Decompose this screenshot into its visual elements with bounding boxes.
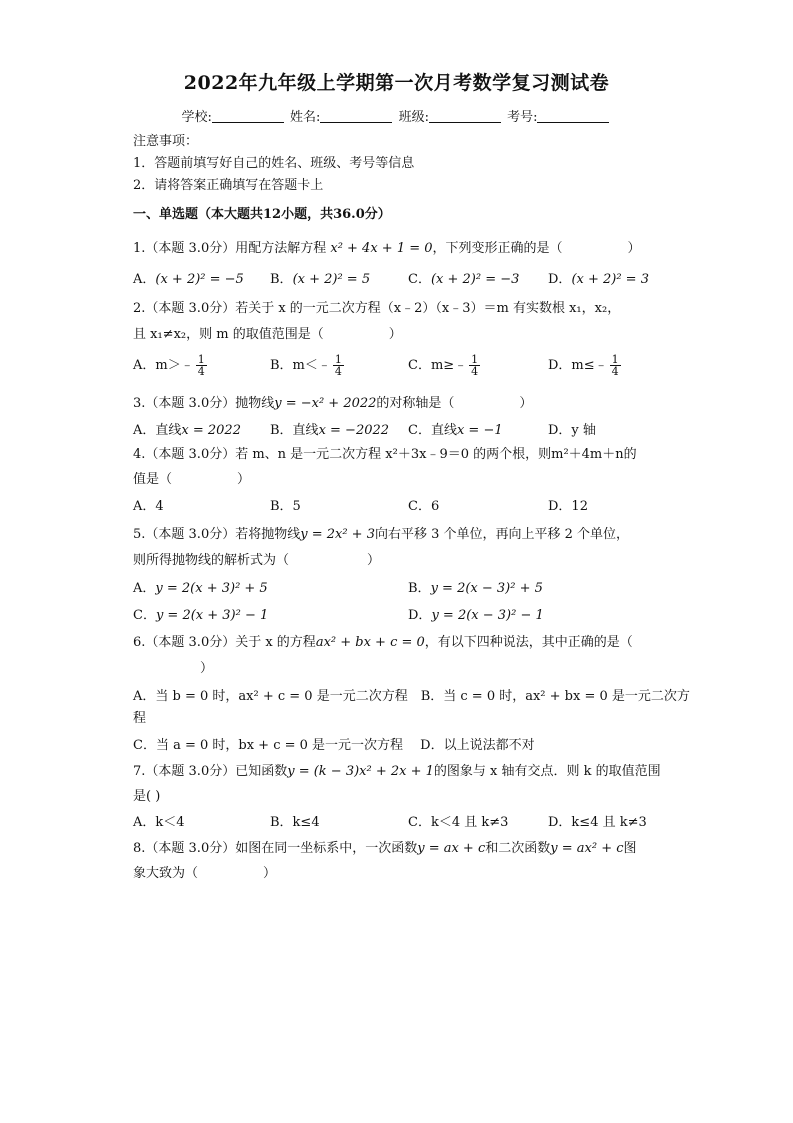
class-label: 班级: [398,110,429,125]
q1-option-d[interactable]: D．(x + 2)² = 3 [548,272,649,287]
question-5-line-2: 则所得抛物线的解析式为（ ） [133,553,381,568]
q1-option-b[interactable]: B．(x + 2)² = 5 [270,272,371,287]
name-blank[interactable] [320,110,392,123]
q2-option-d[interactable]: D．m≤﹣ $\frac{1}{4}$ [548,353,619,378]
q5-option-c[interactable]: C．y = 2(x + 3)² − 1 [133,608,269,623]
class-blank[interactable] [429,110,501,123]
question-6-line-2: ） [200,661,214,676]
exam-no-blank[interactable] [537,110,609,123]
q7-option-c[interactable]: C．k＜4 且 k≠3 [408,815,509,830]
q5-option-b[interactable]: B．y = 2(x − 3)² + 5 [408,581,543,596]
q3-option-c[interactable]: C．直线x = −1 [408,423,503,438]
q7-option-d[interactable]: D．k≤4 且 k≠3 [548,815,647,830]
q8-quadratic-equation: y = ax² + c [550,841,624,856]
question-2-line-1: 2.（本题 3.0分）若关于 x 的一元二次方程（x﹣2）（x﹣3）＝m 有实数根 x₁，x₂， [133,301,621,316]
q4-option-a[interactable]: A．4 [133,499,164,514]
q6-equation: ax² + bx + c = 0 [315,635,425,650]
question-7-line-2: 是( ) [133,789,161,804]
question-4-line-2: 值是（ ） [133,472,251,487]
exam-no-label: 考号: [507,110,538,125]
question-8-line-2: 象大致为（ ） [133,866,277,881]
q5-equation: y = 2x² + 3 [300,527,375,542]
q6-options-ab-wrap: 程 [133,711,147,726]
student-info-row [0,106,793,125]
q4-option-c[interactable]: C．6 [408,499,440,514]
page-title: 2022年九年级上学期第一次月考数学复习测试卷 [183,72,610,94]
q7-option-a[interactable]: A．k＜4 [133,815,185,830]
q5-option-d[interactable]: D．y = 2(x − 3)² − 1 [408,608,544,623]
name-label: 姓名: [290,110,321,125]
q2-option-c[interactable]: C．m≥﹣ $\frac{1}{4}$ [408,353,479,378]
question-3-stem: 3.（本题 3.0分）抛物线y = −x² + 2022的对称轴是（ ） [133,396,533,411]
notice-item-1: 1．答题前填写好自己的姓名、班级、考号等信息 [133,156,415,171]
question-8-line-1: 8.（本题 3.0分）如图在同一坐标系中，一次函数y = ax + c和二次函数y = ax² + c图 [133,841,637,856]
q1-option-a[interactable]: A．(x + 2)² = −5 [133,272,244,287]
question-4-line-1: 4.（本题 3.0分）若 m、n 是一元二次方程 x²＋3x﹣9＝0 的两个根，则m²＋4m＋n的 [133,447,637,462]
question-2-line-2: 且 x₁≠x₂，则 m 的取值范围是（ ） [133,327,402,342]
school-blank[interactable] [212,110,284,123]
q6-options-cd[interactable]: C．当 a = 0 时，bx + c = 0 是一元一次方程 D．以上说法都不对 [133,738,535,753]
q1-equation: x² + 4x + 1 = 0 [330,241,433,256]
q8-linear-equation: y = ax + c [417,841,486,856]
question-7-line-1: 7.（本题 3.0分）已知函数y = (k − 3)x² + 2x + 1的图象与 x 轴有交点．则 k 的取值范围 [133,764,661,779]
question-5-line-1: 5.（本题 3.0分）若将抛物线y = 2x² + 3向右平移 3 个单位，再向上平移 2 个单位， [133,527,630,542]
question-6-line-1: 6.（本题 3.0分）关于 x 的方程ax² + bx + c = 0，有以下四种说法，其中正确的是（ [133,635,633,650]
notice-heading: 注意事项： [133,134,199,149]
school-label: 学校: [181,110,212,125]
q6-options-ab[interactable]: A．当 b = 0 时，ax² + c = 0 是一元二次方程 B．当 c = 0 时，ax² + bx = 0 是一元二次方 [133,689,690,704]
q4-option-d[interactable]: D．12 [548,499,588,514]
q2-option-b[interactable]: B．m＜﹣ $\frac{1}{4}$ [270,353,342,378]
q7-equation: y = (k − 3)x² + 2x + 1 [287,764,434,779]
q5-option-a[interactable]: A．y = 2(x + 3)² + 5 [133,581,268,596]
q3-option-b[interactable]: B．直线x = −2022 [270,423,390,438]
section-heading: 一、单选题（本大题共12小题，共36.0分） [133,207,391,222]
q3-option-a[interactable]: A．直线x = 2022 [133,423,241,438]
question-1-stem: 1.（本题 3.0分）用配方法解方程 x² + 4x + 1 = 0，下列变形正确的是（ ） [133,241,641,256]
q4-option-b[interactable]: B．5 [270,499,301,514]
notice-item-2: 2．请将答案正确填写在答题卡上 [133,178,324,193]
q7-option-b[interactable]: B．k≤4 [270,815,320,830]
q3-option-d[interactable]: D．y 轴 [548,423,596,438]
q2-option-a[interactable]: A．m＞﹣ $\frac{1}{4}$ [133,353,205,378]
q3-equation: y = −x² + 2022 [274,396,377,411]
q1-option-c[interactable]: C．(x + 2)² = −3 [408,272,520,287]
